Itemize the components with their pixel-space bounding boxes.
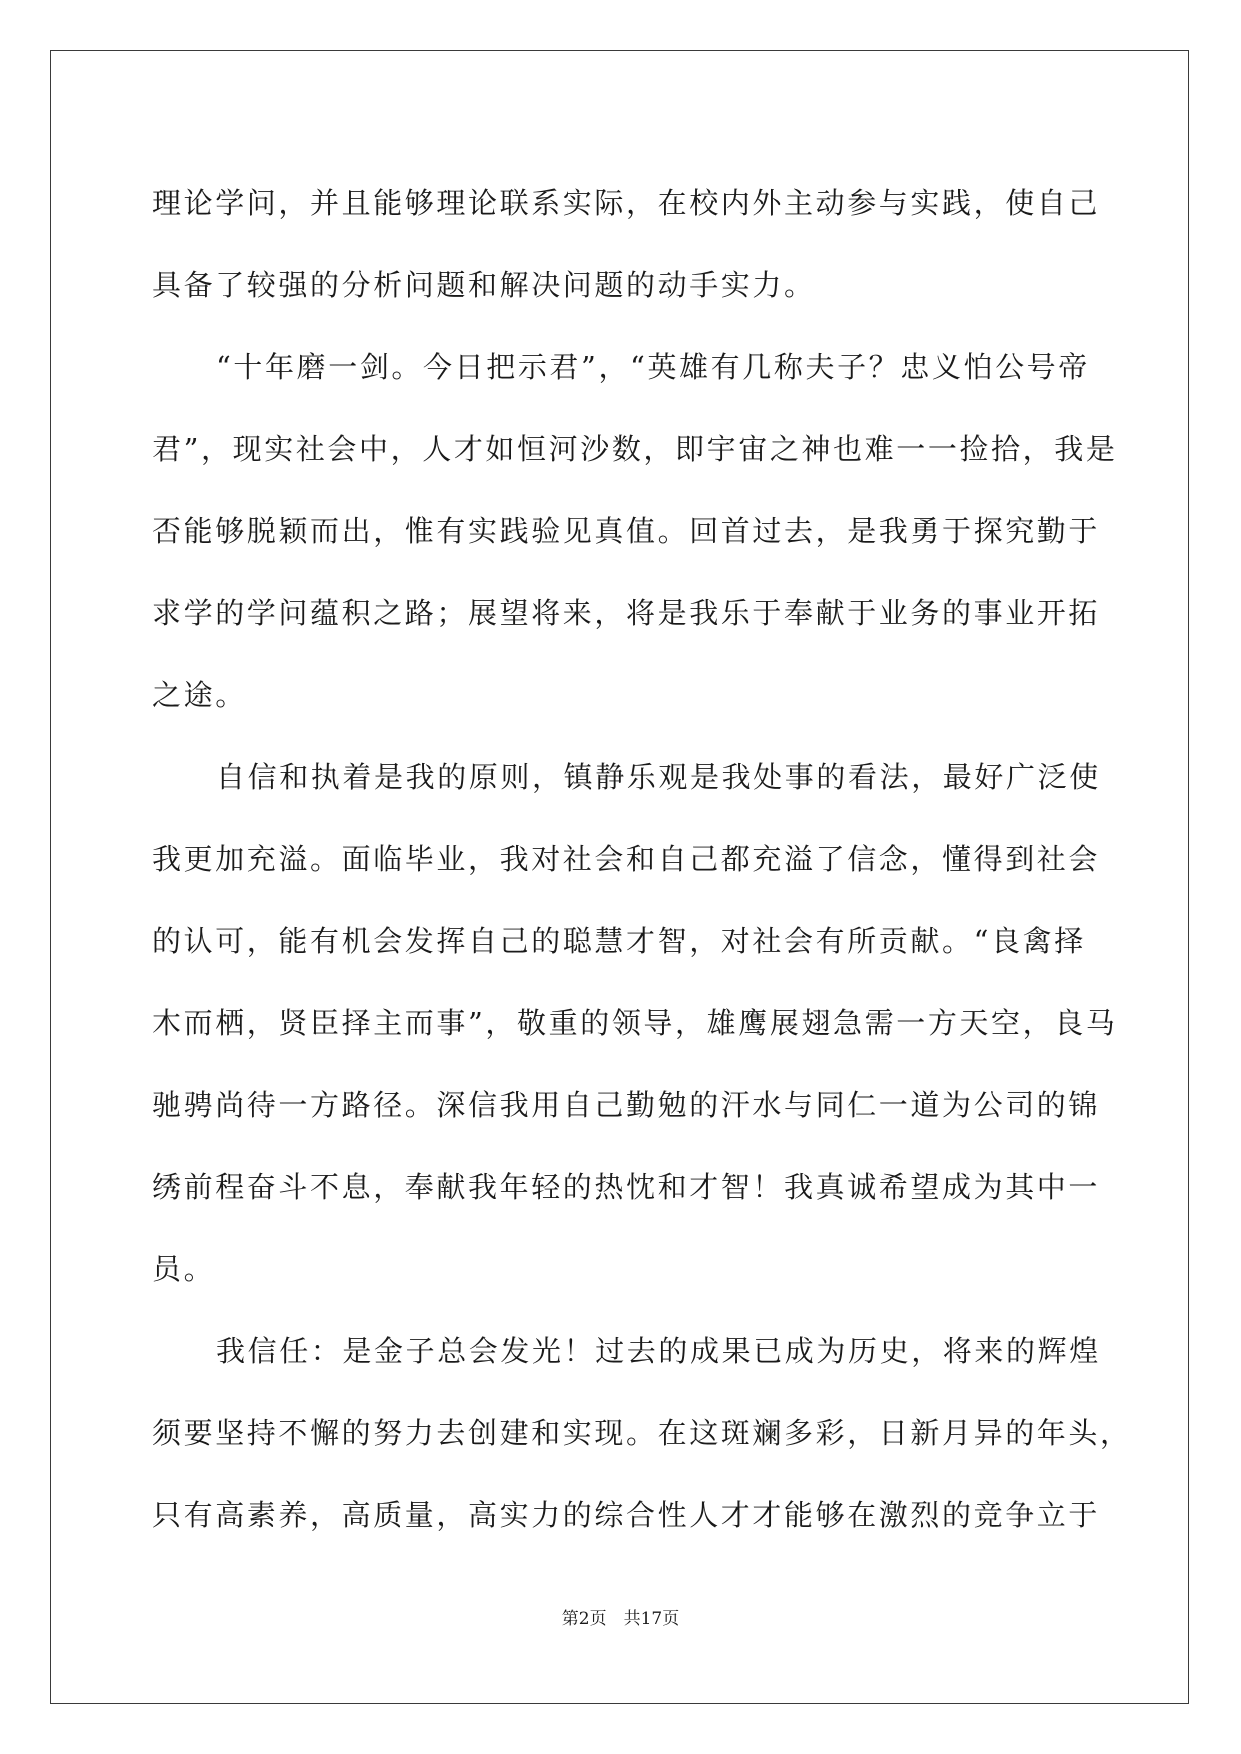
text-line: 否能够脱颖而出，惟有实践验见真值。回首过去，是我勇于探究勤于 xyxy=(152,514,1101,548)
text-line: 绣前程奋斗不息，奉献我年轻的热忱和才智！我真诚希望成为其中一 xyxy=(152,1170,1101,1204)
text-line: 员。 xyxy=(152,1252,216,1286)
text-line: 君”，现实社会中，人才如恒河沙数，即宇宙之神也难一一捡拾，我是 xyxy=(152,432,1118,466)
text-line: 驰骋尚待一方路径。深信我用自己勤勉的汗水与同仁一道为公司的锦 xyxy=(152,1088,1101,1122)
text-line: 的认可，能有机会发挥自己的聪慧才智，对社会有所贡献。“良禽择 xyxy=(152,924,1086,958)
page-number: 第2页 共17页 xyxy=(561,1609,680,1629)
text-line: 我更加充溢。面临毕业，我对社会和自己都充溢了信念，懂得到社会 xyxy=(152,842,1101,876)
text-line: 木而栖，贤臣择主而事”，敬重的领导，雄鹰展翅急需一方天空，良马 xyxy=(152,1006,1118,1040)
text-line: 须要坚持不懈的努力去创建和实现。在这斑斓多彩，日新月异的年头， xyxy=(152,1416,1132,1450)
text-line: “十年磨一剑。今日把示君”，“英雄有几称夫子？忠义怕公号帝 xyxy=(216,350,1090,384)
text-line: 求学的学问蕴积之路；展望将来，将是我乐于奉献于业务的事业开拓 xyxy=(152,596,1101,630)
document-body xyxy=(152,162,1132,1556)
text-line: 只有高素养，高质量，高实力的综合性人才才能够在激烈的竞争立于 xyxy=(152,1498,1101,1532)
text-line: 理论学问，并且能够理论联系实际，在校内外主动参与实践，使自己 xyxy=(152,186,1101,220)
text-line: 具备了较强的分析问题和解决问题的动手实力。 xyxy=(152,268,816,302)
text-line: 我信任：是金子总会发光！过去的成果已成为历史，将来的辉煌 xyxy=(216,1334,1101,1368)
text-line: 自信和执着是我的原则，镇静乐观是我处事的看法，最好广泛使 xyxy=(216,760,1101,794)
text-line: 之途。 xyxy=(152,678,247,712)
